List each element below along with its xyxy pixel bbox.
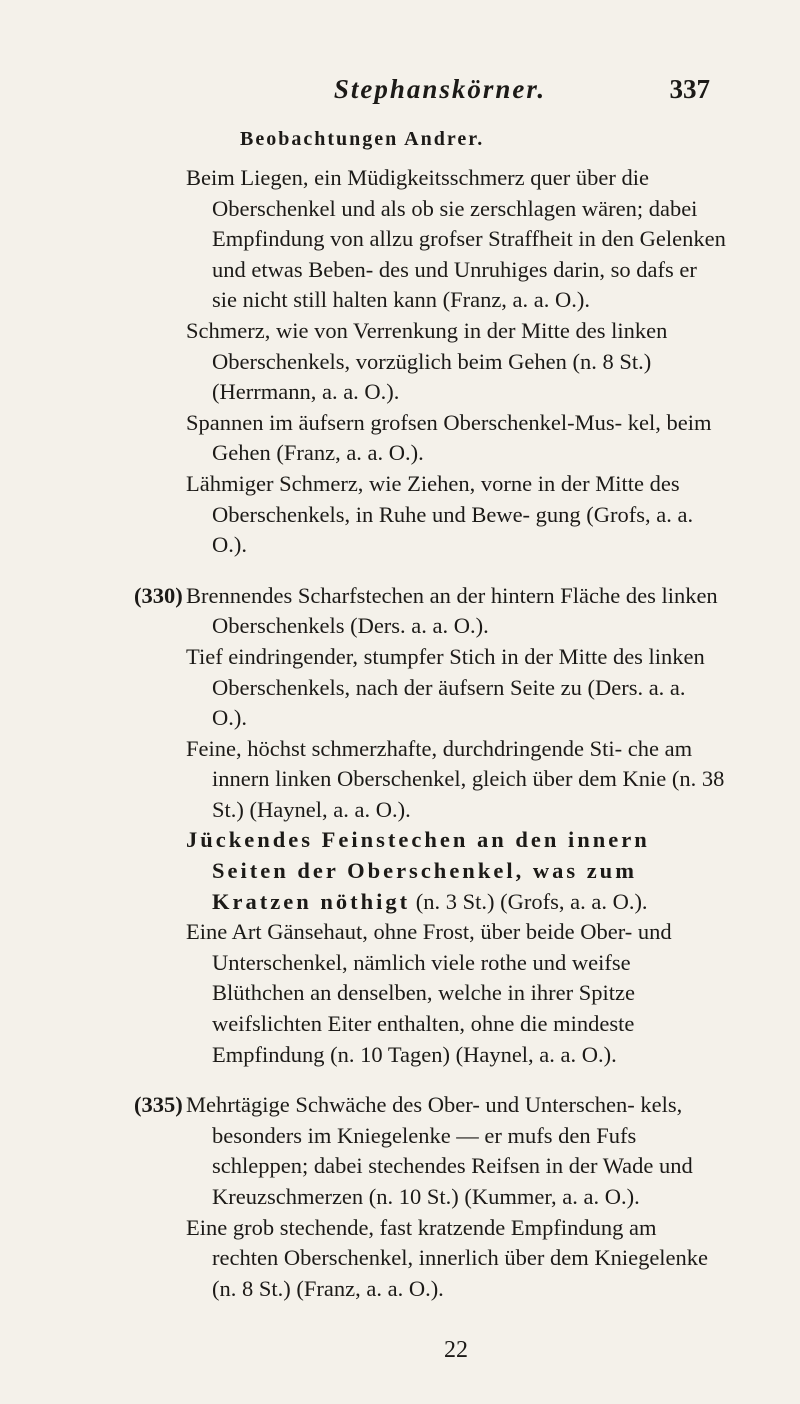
symptom-entry: Beim Liegen, ein Müdigkeitsschmerz quer über die Oberschenkel und als ob sie zerschlagen wären; dabei Empfindung von allzu grofser Straffheit in den Gelenken und etwas Beben- des und Unruhiges darin, so dafs er sie nicht still halten kann (Franz, a. a. O.). xyxy=(186,165,726,313)
page-number: 337 xyxy=(669,74,710,104)
entry-number: (330) xyxy=(134,582,183,608)
symptom-entry xyxy=(186,825,726,917)
running-title: Stephanskörner. xyxy=(333,74,547,104)
running-header xyxy=(160,74,720,114)
symptom-entry: Spannen im äufsern grofsen Oberschenkel-Mus- kel, beim Gehen (Franz, a. a. O.). xyxy=(186,409,712,466)
symptom-entry: Mehrtägige Schwäche des Ober- und Unterschen- kels, besonders im Kniegelenke — er mufs den Fufs schleppen; dabei stechendes Reifsen in der Wade und Kreuzschmerzen (n. 10 St.) (Kummer, a. a. O.). xyxy=(186,1092,693,1209)
symptom-entry: Eine Art Gänsehaut, ohne Frost, über beide Ober- und Unterschenkel, nämlich viele rothe und weifse Blüthchen an denselben, welche in ihrer Spitze weifslichten Eiter enthalten, ohne die mindeste Empfindung (n. 10 Tagen) (Haynel, a. a. O.). xyxy=(186,919,672,1067)
signature-mark: 22 xyxy=(444,1337,468,1363)
symptom-section-330 xyxy=(134,581,726,1071)
symptom-entry: Lähmiger Schmerz, wie Ziehen, vorne in der Mitte des Oberschenkels, in Ruhe und Bewe- gung (Grofs, a. a. O.). xyxy=(186,470,694,558)
symptom-entry: Brennendes Scharfstechen an der hintern Fläche des linken Oberschenkels (Ders. a. a. O.). xyxy=(186,582,718,639)
symptom-entry: Eine grob stechende, fast kratzende Empfindung am rechten Oberschenkel, innerlich über dem Kniegelenke (n. 8 St.) (Franz, a. a. O.). xyxy=(186,1214,709,1301)
entry-number: (335) xyxy=(134,1092,183,1118)
spaced-emphasis: Jückendes Feinstechen an den innern Seiten der Oberschenkel, was zum Kratzen nöthigt xyxy=(186,827,650,914)
section-subheading: Beobachtungen Andrer. xyxy=(240,128,485,150)
symptom-entry: Schmerz, wie von Verrenkung in der Mitte des linken Oberschenkels, vorzüglich beim Gehen (n. 8 St.) (Herrmann, a. a. O.). xyxy=(186,317,668,405)
entry-tail: (n. 3 St.) (Grofs, a. a. O.). xyxy=(410,888,648,914)
symptom-entry: Tief eindringender, stumpfer Stich in der Mitte des linken Oberschenkels, nach der äufsern Seite zu (Ders. a. a. O.). xyxy=(186,643,705,731)
symptom-entry: Feine, höchst schmerzhafte, durchdringende Sti- che am innern linken Oberschenkel, gleich über dem Knie (n. 38 St.) (Haynel, a. a. O.). xyxy=(186,735,725,822)
text-body xyxy=(134,163,726,1304)
symptom-section-335 xyxy=(134,1090,726,1304)
